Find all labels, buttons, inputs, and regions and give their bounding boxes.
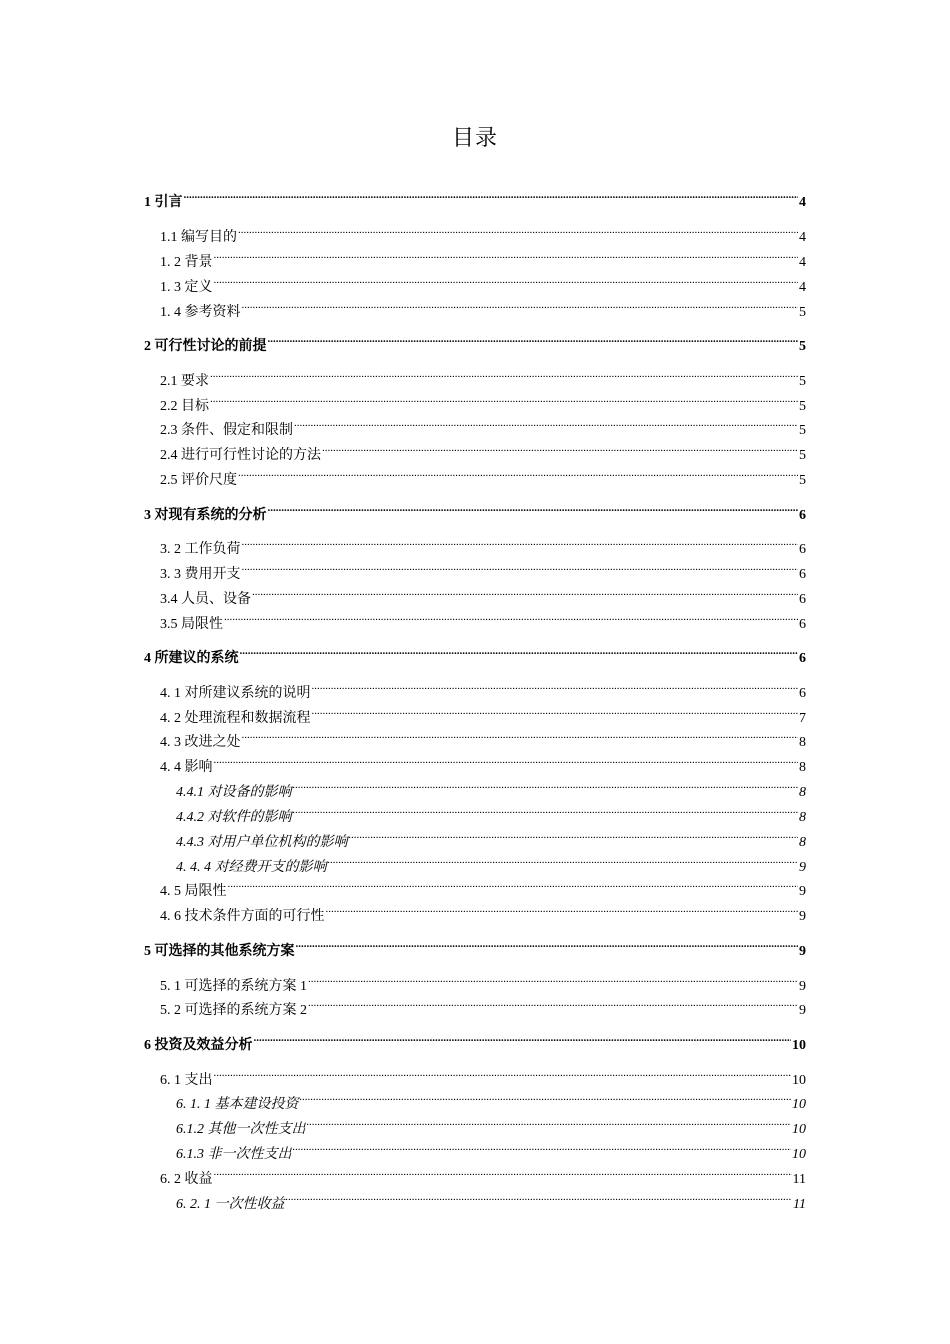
toc-entry-label: 1. 3 定义 (160, 280, 213, 295)
toc-entry-label: 3. 3 费用开支 (160, 567, 241, 582)
toc-page-number: 9 (799, 1003, 806, 1018)
toc-dot-leader (214, 269, 799, 291)
toc-chapter-entry[interactable] (144, 1027, 806, 1053)
toc-subsection-entry[interactable] (176, 1111, 806, 1137)
toc-page-number: 6 (799, 651, 806, 666)
toc-page-number: 9 (799, 944, 806, 959)
toc-entry-label: 2.3 条件、假定和限制 (160, 423, 293, 438)
toc-dot-leader (308, 992, 798, 1014)
toc-section-entry[interactable] (160, 244, 806, 270)
toc-entry-label: 4. 1 对所建议系统的说明 (160, 686, 311, 701)
toc-section-entry[interactable] (160, 898, 806, 924)
toc-subsection-entry[interactable] (176, 849, 806, 875)
toc-page-number: 6 (799, 508, 806, 523)
toc-subsection-entry[interactable] (176, 1136, 806, 1162)
toc-entry-label: 1.1 编写目的 (160, 230, 237, 245)
toc-page-number: 11 (792, 1172, 806, 1187)
toc-entry-label: 4.4.2 对软件的影响 (176, 810, 292, 825)
toc-section-entry[interactable] (160, 437, 806, 463)
toc-dot-leader (214, 749, 799, 771)
toc-section-entry[interactable] (160, 968, 806, 994)
toc-dot-leader (296, 933, 799, 955)
toc-page-number: 7 (799, 711, 806, 726)
toc-section-entry[interactable] (160, 675, 806, 701)
toc-entry-label: 6. 1. 1 基本建设投资 (176, 1097, 299, 1112)
toc-section-entry[interactable] (160, 992, 806, 1018)
toc-dot-leader (210, 388, 798, 410)
toc-subsection-entry[interactable] (176, 1186, 806, 1212)
toc-entry-label: 5. 2 可选择的系统方案 2 (160, 1003, 307, 1018)
toc-dot-leader (242, 531, 799, 553)
toc-subsection-entry[interactable] (176, 824, 806, 850)
toc-dot-leader (228, 873, 799, 895)
toc-page-number: 6 (799, 617, 806, 632)
toc-section-entry[interactable] (160, 363, 806, 389)
toc-page-number: 8 (799, 810, 806, 825)
toc-dot-leader (214, 1161, 792, 1183)
toc-page-number: 6 (799, 567, 806, 582)
toc-title: 目录 (451, 126, 498, 151)
toc-section-entry[interactable] (160, 269, 806, 295)
toc-entry-label: 4. 2 处理流程和数据流程 (160, 711, 311, 726)
toc-entry-label: 2.5 评价尺度 (160, 473, 237, 488)
toc-page-number: 10 (792, 1097, 806, 1112)
toc-page-number: 10 (792, 1147, 806, 1162)
toc-page-number: 9 (799, 909, 806, 924)
toc-dot-leader (293, 1136, 792, 1158)
toc-entry-label: 2 可行性讨论的前提 (144, 339, 267, 354)
toc-page-number: 6 (799, 686, 806, 701)
toc-page-number: 4 (799, 230, 806, 245)
toc-entry-label: 5. 1 可选择的系统方案 1 (160, 979, 307, 994)
toc-dot-leader (308, 968, 798, 990)
toc-section-entry[interactable] (160, 1062, 806, 1088)
toc-page-number: 4 (799, 195, 806, 210)
toc-entry-label: 4. 4 影响 (160, 760, 213, 775)
toc-section-entry[interactable] (160, 556, 806, 582)
toc-dot-leader (312, 700, 799, 722)
toc-page-number: 5 (799, 448, 806, 463)
toc-entry-label: 6. 2 收益 (160, 1172, 213, 1187)
toc-entry-label: 6.1.3 非一次性支出 (176, 1147, 292, 1162)
toc-dot-leader (214, 244, 799, 266)
toc-section-entry[interactable] (160, 749, 806, 775)
toc-dot-leader (326, 898, 799, 920)
toc-entry-label: 1. 2 背景 (160, 255, 213, 270)
toc-dot-leader (328, 849, 799, 871)
toc-chapter-entry[interactable] (144, 497, 806, 523)
toc-dot-leader (238, 219, 798, 241)
toc-section-entry[interactable] (160, 531, 806, 557)
toc-page-number: 9 (799, 979, 806, 994)
toc-dot-leader (252, 581, 798, 603)
toc-page-number: 5 (799, 399, 806, 414)
toc-entry-label: 6. 1 支出 (160, 1073, 213, 1088)
toc-page-number: 8 (799, 735, 806, 750)
toc-page-number: 9 (799, 884, 806, 899)
toc-dot-leader (322, 437, 798, 459)
toc-page-number: 6 (799, 542, 806, 557)
toc-section-entry[interactable] (160, 1161, 806, 1187)
toc-entry-label: 2.4 进行可行性讨论的方法 (160, 448, 321, 463)
toc-chapter-entry[interactable] (144, 640, 806, 666)
toc-dot-leader (224, 606, 798, 628)
toc-section-entry[interactable] (160, 581, 806, 607)
toc-page-number: 4 (799, 280, 806, 295)
toc-entry-label: 3 对现有系统的分析 (144, 508, 267, 523)
toc-section-entry[interactable] (160, 294, 806, 320)
toc-dot-leader (242, 724, 799, 746)
toc-subsection-entry[interactable] (176, 774, 806, 800)
toc-section-entry[interactable] (160, 388, 806, 414)
toc-dot-leader (184, 184, 799, 206)
toc-dot-leader (242, 556, 799, 578)
toc-chapter-entry[interactable] (144, 184, 806, 210)
toc-page-number: 5 (799, 423, 806, 438)
toc-dot-leader (214, 1062, 792, 1084)
toc-entry-label: 6. 2. 1 一次性收益 (176, 1197, 285, 1212)
toc-page-number: 10 (792, 1038, 806, 1053)
toc-entry-label: 5 可选择的其他系统方案 (144, 944, 295, 959)
toc-dot-leader (268, 497, 799, 519)
toc-dot-leader (312, 675, 799, 697)
toc-page-number: 4 (799, 255, 806, 270)
toc-section-entry[interactable] (160, 700, 806, 726)
toc-dot-leader (242, 294, 799, 316)
toc-section-entry[interactable] (160, 412, 806, 438)
toc-section-entry[interactable] (160, 219, 806, 245)
toc-page-number: 10 (792, 1122, 806, 1137)
toc-page-number: 5 (799, 305, 806, 320)
toc-dot-leader (240, 640, 799, 662)
toc-page-number: 6 (799, 592, 806, 607)
toc-entry-label: 2.2 目标 (160, 399, 209, 414)
toc-page-number: 8 (799, 785, 806, 800)
toc-dot-leader (300, 1086, 792, 1108)
toc-entry-label: 4. 6 技术条件方面的可行性 (160, 909, 325, 924)
toc-dot-leader (293, 774, 799, 796)
toc-page-number: 8 (799, 760, 806, 775)
toc-subsection-entry[interactable] (176, 799, 806, 825)
toc-dot-leader (210, 363, 798, 385)
toc-page-number: 5 (799, 339, 806, 354)
toc-entry-label: 3.5 局限性 (160, 617, 223, 632)
toc-entry-label: 4 所建议的系统 (144, 651, 239, 666)
toc-subsection-entry[interactable] (176, 1086, 806, 1112)
toc-section-entry[interactable] (160, 606, 806, 632)
toc-page-number: 10 (792, 1073, 806, 1088)
toc-dot-leader (293, 799, 799, 821)
toc-page-number: 11 (793, 1197, 806, 1212)
toc-entry-label: 4.4.1 对设备的影响 (176, 785, 292, 800)
toc-section-entry[interactable] (160, 462, 806, 488)
toc-dot-leader (307, 1111, 792, 1133)
toc-entry-label: 4. 4. 4 对经费开支的影响 (176, 860, 327, 875)
toc-entry-label: 1. 4 参考资料 (160, 305, 241, 320)
toc-entry-label: 3. 2 工作负荷 (160, 542, 241, 557)
toc-entry-label: 4.4.3 对用户单位机构的影响 (176, 835, 348, 850)
toc-dot-leader (268, 328, 799, 350)
toc-entry-label: 6.1.2 其他一次性支出 (176, 1122, 306, 1137)
toc-entry-label: 3.4 人员、设备 (160, 592, 251, 607)
toc-chapter-entry[interactable] (144, 328, 806, 354)
toc-section-entry[interactable] (160, 873, 806, 899)
toc-chapter-entry[interactable] (144, 933, 806, 959)
toc-page-number: 9 (799, 860, 806, 875)
toc-page-number: 8 (799, 835, 806, 850)
toc-dot-leader (349, 824, 799, 846)
toc-dot-leader (238, 462, 798, 484)
toc-page-number: 5 (799, 374, 806, 389)
toc-dot-leader (294, 412, 798, 434)
toc-entry-label: 2.1 要求 (160, 374, 209, 389)
toc-entry-label: 1 引言 (144, 195, 183, 210)
toc-dot-leader (286, 1186, 793, 1208)
toc-entry-label: 6 投资及效益分析 (144, 1038, 253, 1053)
toc-dot-leader (254, 1027, 792, 1049)
toc-entry-label: 4. 5 局限性 (160, 884, 227, 899)
toc-section-entry[interactable] (160, 724, 806, 750)
toc-page-number: 5 (799, 473, 806, 488)
toc-entry-label: 4. 3 改进之处 (160, 735, 241, 750)
